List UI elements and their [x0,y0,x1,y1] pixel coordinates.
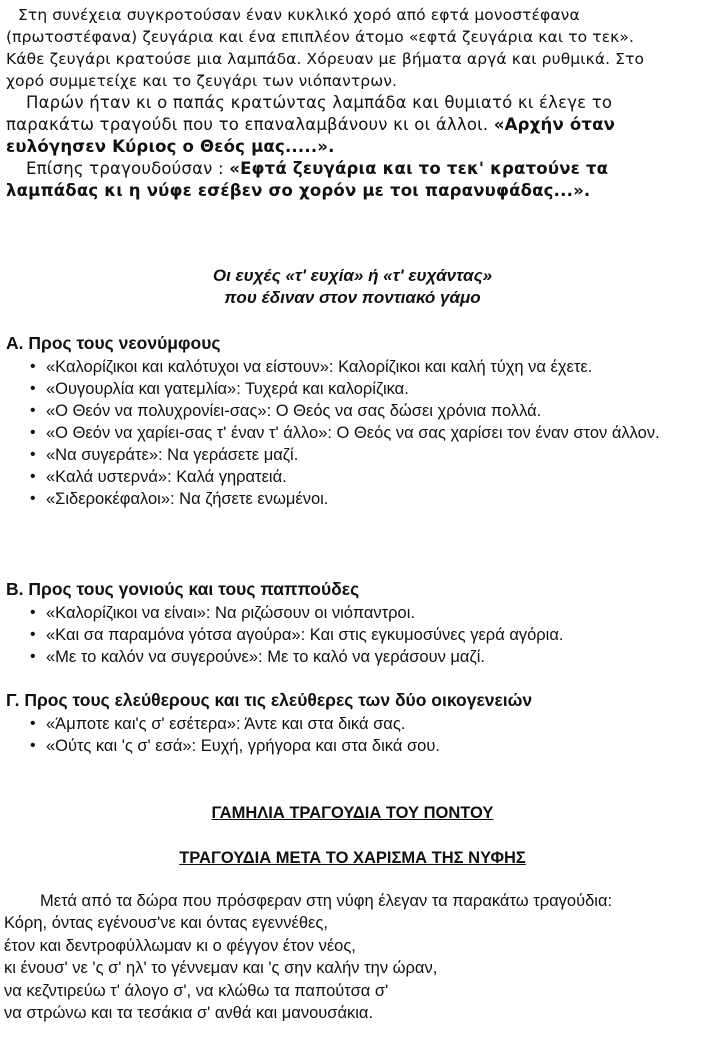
list-item: • «Να συγεράτε»: Να γεράσετε μαζί. [30,444,691,466]
section-c-heading: Γ. Προς τους ελεύθερους και τις ελεύθερες των δύο οικογενειών [6,690,533,710]
intro-paragraph [6,4,697,92]
section-a-heading: Α. Προς τους νεονύμφους [6,333,221,353]
list-item: • «Ο Θεόν να πολυχρονίει-σας»: Ο Θεός να σας δώσει χρόνια πολλά. [30,400,691,422]
song-line: Κόρη, όντας εγένουσ'νε και όντας εγεννέθες, [4,914,328,933]
list-item: • «Καλορίζικοι και καλότυχοι να είστουν»: Καλορίζικοι και καλή τύχη να έχετε. [30,356,691,378]
song-line: έτον και δεντροφύλλωμαν κι ο φέγγον έτον νέος, [4,936,356,955]
song-block [4,890,697,1024]
intro-line: χορό συμμετείχε και το ζευγάρι των νιόπαντρων. [6,72,398,90]
section-b-list [30,602,691,668]
section-b-heading: Β. Προς τους γονιούς και τους παππούδες [6,579,360,599]
section-a-list [30,356,691,510]
song-intro: Μετά από τα δώρα που πρόσφεραν στη νύφη έλεγαν τα παρακάτω τραγούδια: [40,892,613,910]
priest-text: Παρών ήταν κι ο παπάς κρατώντας λαμπάδα και θυμιατό κι έλεγε το παρακάτω τραγούδι που το επαναλαμβάνουν κι οι άλλοι. «Αρχήν όταν ευλόγησεν Κύριος ο Θεός μας.....». [6,93,616,156]
also-text: Επίσης τραγουδούσαν : «Εφτά ζευγάρια και το τεκ' κρατούνε τα λαμπάδας κι η νύφε εσέβεν σο χορόν με τοι παρανυφάδας...». [6,159,609,200]
intro-line: Στη συνέχεια συγκροτούσαν έναν κυκλικό χορό από εφτά μονοστέφανα [18,6,580,24]
list-item: • «Ούτς και 'ς σ' εσά»: Ευχή, γρήγορα και στα δικά σου. [30,735,691,757]
list-item: • «Καλορίζικοι να είναι»: Να ριζώσουν οι νιόπαντροι. [30,602,691,624]
list-item: • «Σιδεροκέφαλοι»: Να ζήσετε ενωμένοι. [30,488,691,510]
priest-quote: «Αρχήν όταν ευλόγησεν Κύριος ο Θεός μας.....». [6,115,616,156]
songs-title: ΓΑΜΗΛΙΑ ΤΡΑΓΟΥΔΙΑ ΤΟΥ ΠΟΝΤΟΥ [211,804,494,822]
intro-line: (πρωτοστέφανα) ζευγάρια και ένα επιπλέον άτομο «εφτά ζευγάρια και το τεκ». [6,28,635,46]
wishes-title: Οι ευχές «τ' ευχία» ή «τ' ευχάντας» που έδιναν στον ποντιακό γάμο [212,266,493,307]
list-item: • «Και σα παραμόνα γότσα αγούρα»: Και στις εγκυμοσύνες γερά αγόρια. [30,624,691,646]
list-item: • «Με το καλόν να συγερούνε»: Με το καλό να γεράσουν μαζί. [30,646,691,668]
section-c-list [30,713,691,757]
list-item: • «Άμποτε και'ς σ' εσέτερα»: Άντε και στα δικά σας. [30,713,691,735]
priest-paragraph [6,92,697,202]
song-line: να κεζντιρεύω τ' άλογο σ', να κλώθω τα παπούτσα σ' [4,981,389,1000]
song-line: να στρώνω και τα τεσάκια σ' ανθά και μανουσάκια. [4,1004,374,1023]
list-item: • «Ουγουρλία και γατεμλία»: Τυχερά και καλορίζικα. [30,378,691,400]
list-item: • «Καλά υστερνά»: Καλά γηρατειά. [30,466,691,488]
after-gift-title: ΤΡΑΓΟΥΔΙΑ ΜΕΤΑ ΤΟ ΧΑΡΙΣΜΑ ΤΗΣ ΝΥΦΗΣ [179,849,526,867]
song-line: κι ένουσ' νε 'ς σ' ηλ' το γέννεμαν και 'ς σην καλήν την ώραν, [4,959,438,978]
intro-line: Κάθε ζευγάρι κρατούσε μια λαμπάδα. Χόρευαν με βήματα αργά και ρυθμικά. Στο [6,50,645,68]
list-item: • «Ο Θεόν να χαρίει-σας τ' έναν τ' άλλο»: Ο Θεός να σας χαρίσει τον έναν στον άλλον. [30,422,691,444]
also-quote: «Εφτά ζευγάρια και το τεκ' κρατούνε τα λαμπάδας κι η νύφε εσέβεν σο χορόν με τοι παρανυφάδας...». [6,159,609,200]
